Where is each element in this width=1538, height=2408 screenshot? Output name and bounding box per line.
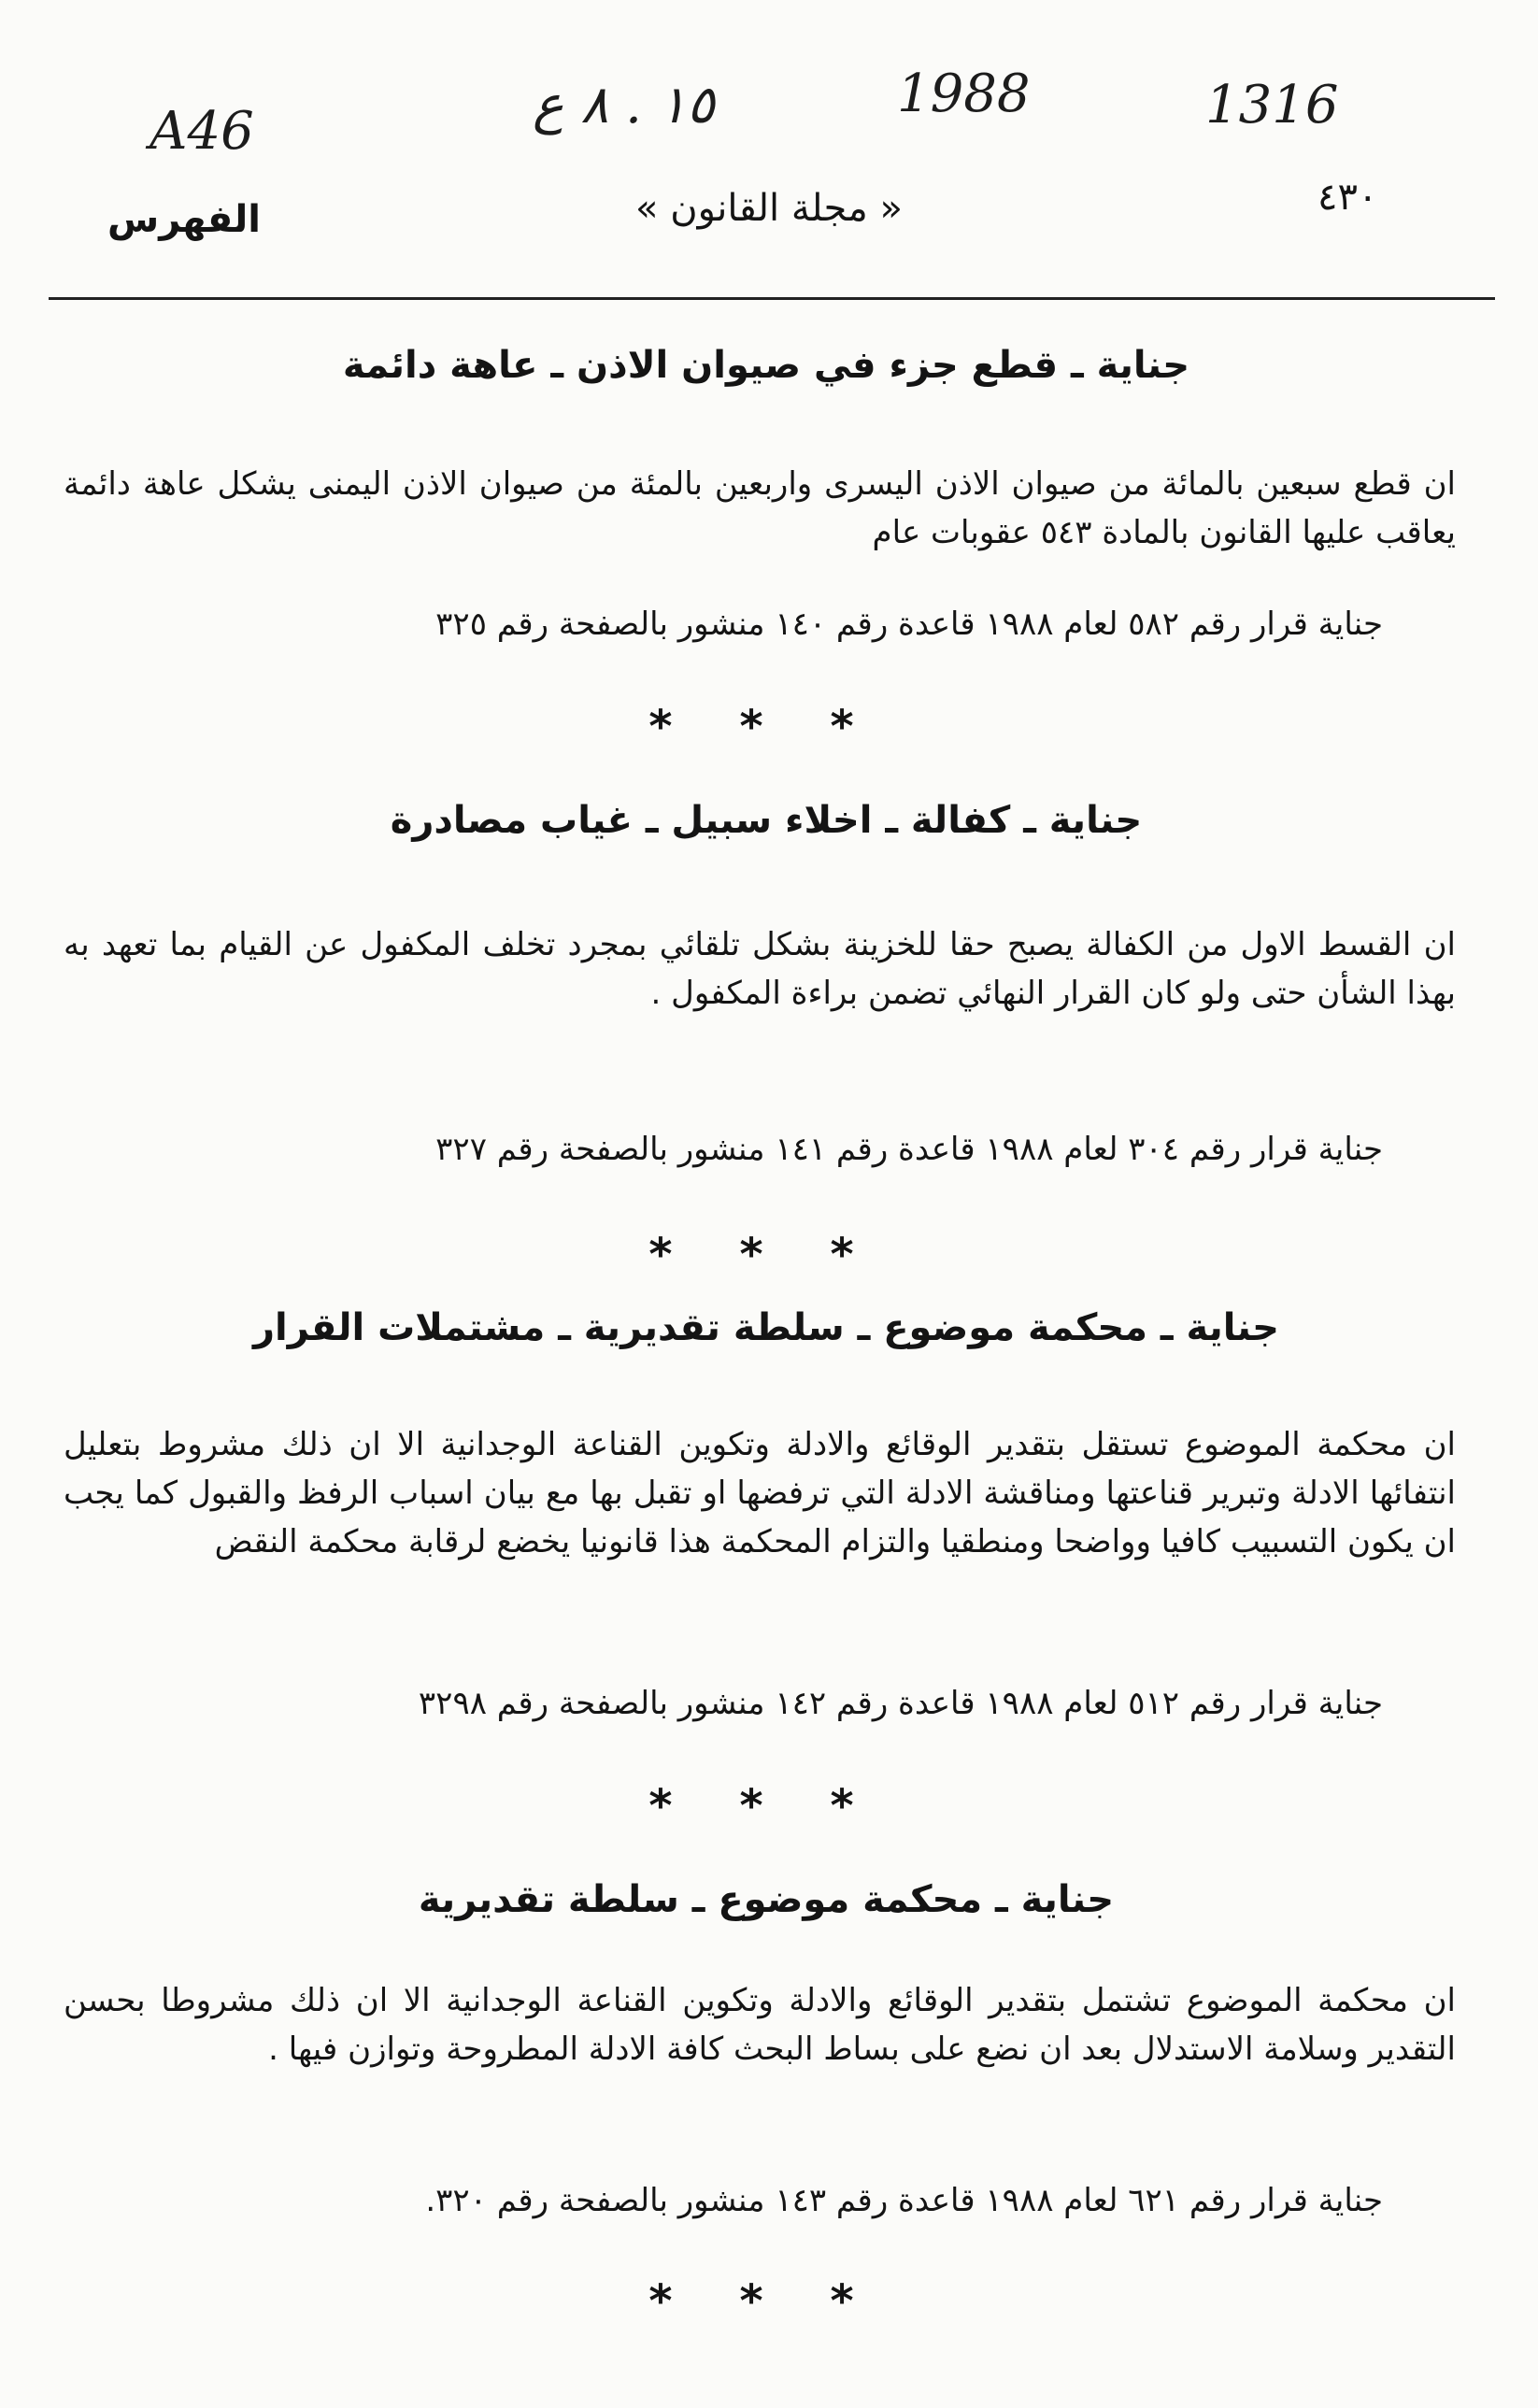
handwritten-note-left: A46: [150, 101, 254, 162]
handwritten-year: 1988: [897, 64, 1031, 124]
section-title: جناية ـ قطع جزء في صيوان الاذن ـ عاهة دائمة: [342, 344, 1190, 387]
section-citation: جناية قرار رقم ٥١٢ لعام ١٩٨٨ قاعدة رقم ١٤٢ منشور بالصفحة رقم ٣٢٩٨: [418, 1685, 1383, 1722]
section-citation: جناية قرار رقم ٣٠٤ لعام ١٩٨٨ قاعدة رقم ١٤١ منشور بالصفحة رقم ٣٢٧: [435, 1131, 1383, 1168]
handwritten-note-right: 1316: [1205, 75, 1339, 135]
section-paragraph: ان القسط الاول من الكفالة يصبح حقا للخزينة بشكل تلقائي بمجرد تخلف المكفول عن القيام بما تعهد به بهذا الشأن حتى ولو كان القرار النهائي تضمن براءة المكفول .: [64, 926, 1456, 1012]
section-separator: ***: [648, 2275, 921, 2328]
section-separator: ***: [648, 1229, 921, 1281]
index-label: الفهرس: [107, 198, 262, 241]
section-title: جناية ـ محكمة موضوع ـ سلطة تقديرية ـ مشتملات القرار: [253, 1306, 1279, 1349]
section-separator: ***: [648, 701, 921, 753]
header-rule: [49, 297, 1495, 300]
journal-title: « مجلة القانون »: [635, 187, 903, 230]
section-separator: ***: [648, 1780, 921, 1832]
section-citation: جناية قرار رقم ٥٨٢ لعام ١٩٨٨ قاعدة رقم ١٤٠ منشور بالصفحة رقم ٣٢٥: [435, 606, 1383, 643]
page-number: ٤٣٠: [1317, 176, 1378, 219]
section-paragraph: ان قطع سبعين بالمائة من صيوان الاذن اليسرى واربعين بالمئة من صيوان الاذن اليمنى يشكل عاهة دائمة يعاقب عليها القانون بالمادة ٥٤٣ عقوبات عام: [64, 465, 1456, 551]
section-title: جناية ـ كفالة ـ اخلاء سبيل ـ غياب مصادرة: [390, 799, 1143, 842]
section-paragraph: ان محكمة الموضوع تشتمل بتقدير الوقائع والادلة وتكوين القناعة الوجدانية الا ان ذلك مشروطا بحسن التقدير وسلامة الاستدلال بعد ان نضع على بساط البحث كافة الادلة المطروحة وتوازن فيها .: [64, 1982, 1456, 2068]
section-paragraph: ان محكمة الموضوع تستقل بتقدير الوقائع والادلة وتكوين القناعة الوجدانية الا ان ذلك مشروط بتعليل انتفائها الادلة وتبرير قناعتها ومناقشة الادلة التي ترفضها او تقبل بها مع بيان اسباب الرفظ والقبول كما يجب ان يكون التسبيب كافيا وواضحا ومنطقيا والتزام المحكمة هذا قانونيا يخضع لرقابة محكمة النقض: [64, 1426, 1456, 1560]
handwritten-date: ١٥ . ٨ ع: [533, 75, 715, 135]
section-title: جناية ـ محكمة موضوع ـ سلطة تقديرية: [418, 1878, 1115, 1921]
section-citation: جناية قرار رقم ٦٢١ لعام ١٩٨٨ قاعدة رقم ١٤٣ منشور بالصفحة رقم ٣٢٠.: [425, 2182, 1383, 2219]
